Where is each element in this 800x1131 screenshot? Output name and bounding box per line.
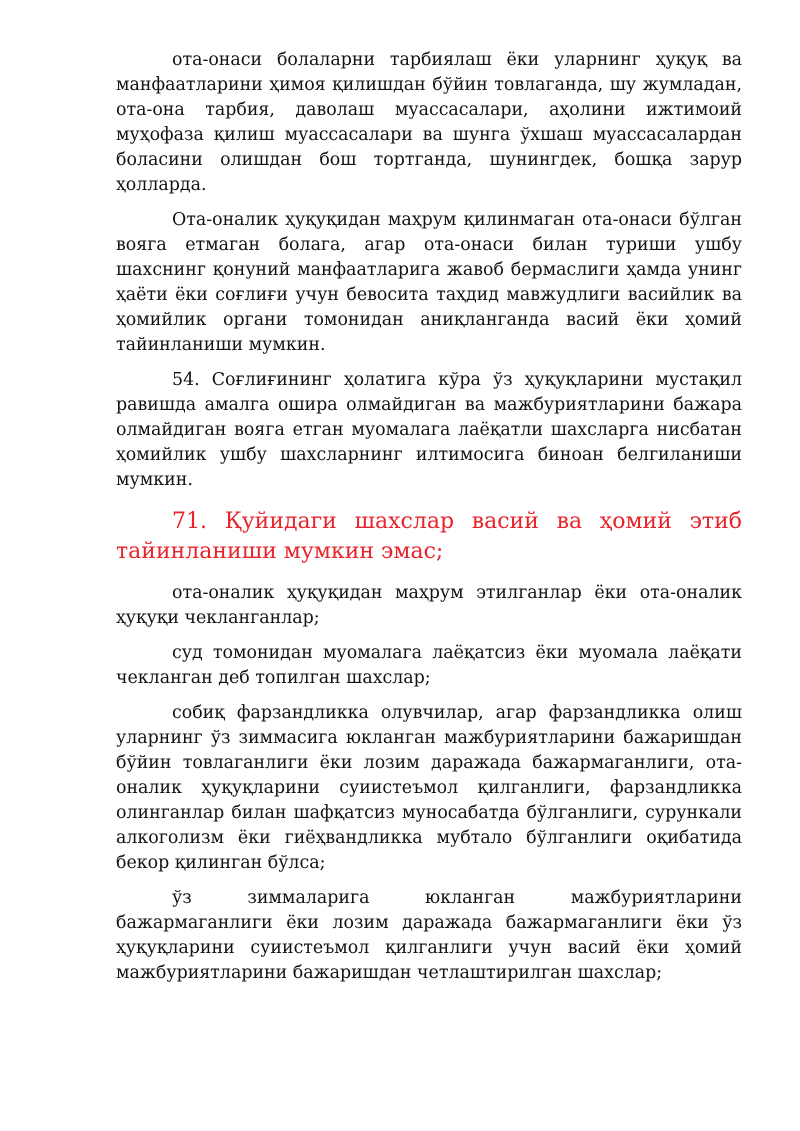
paragraph-guardianship-minor: Ота-оналик ҳуқуқидан маҳрум қилинмаган ота-онаси бўлган вояга етмаган болага, агар ота-онаси билан туриши ушбу шахснинг қонуний манфаатларига жавоб бермаслиги ҳамда унинг ҳаёти ёки соғлиғи учун бевосита таҳдид мавжудлиги васийлик ва ҳомийлик органи томонидан аниқланганда васий ёки ҳомий тайинланиши мумкин.: [116, 210, 742, 355]
list-item-incapacitated-persons: суд томонидан муомалага лаёқатсиз ёки муомала лаёқати чекланган деб топилган шахслар;: [116, 643, 742, 688]
paragraph-article-54: 54. Соғлиғининг ҳолатига кўра ўз ҳуқуқларини мустақил равишда амалга ошира олмайдиган ва мажбуриятларини бажара олмайдиган вояга етган муомалага лаёқатли шахсларга нисбатан ҳомийлик ушбу шахсларнинг илтимосига биноан белгиланиши мумкин.: [116, 370, 742, 490]
list-item-former-adopters: собиқ фарзандликка олувчилар, агар фарзандликка олиш уларнинг ўз зиммасига юкланган мажбуриятларини бажаришдан бўйин товлаганлиги ёки лозим даражада бажармаганлиги, ота-оналик ҳуқуқларини суиистеъмол қилганлиги, фарзандликка олинганлар билан шафқатсиз муносабатда бўлганлиги, сурункали алкоголизм ёки гиёҳвандликка мубтало бўлганлиги оқибатида бекор қилинган бўлса;: [116, 703, 742, 873]
paragraph-guardianship-conditions: ота-онаси болаларни тарбиялаш ёки уларнинг ҳуқуқ ва манфаатларини ҳимоя қилишдан бўйин товлаганда, шу жумладан, ота-она тарбия, даволаш муассасалари, аҳолини ижтимоий муҳофаза қилиш муассасалари ва шунга ўхшаш муассасалардан боласини олишдан бош тортганда, шунингдек, бошқа зарур ҳолларда.: [116, 50, 742, 195]
list-item-deprived-parents: ота-оналик ҳуқуқидан маҳрум этилганлар ёки ота-оналик ҳуқуқи чекланганлар;: [116, 583, 742, 628]
section-heading-71: 71. Қуйидаги шахслар васий ва ҳомий этиб тайинланиши мумкин эмас;: [116, 509, 742, 564]
document-page: [116, 48, 742, 996]
list-item-removed-guardians: ўз зиммаларига юкланган мажбуриятларини бажармаганлиги ёки лозим даражада бажармаганлиги ёки ўз ҳуқуқларини суиистеъмол қилганлиги учун васий ёки ҳомий мажбуриятларини бажаришдан четлаштирилган шахслар;: [116, 888, 742, 983]
